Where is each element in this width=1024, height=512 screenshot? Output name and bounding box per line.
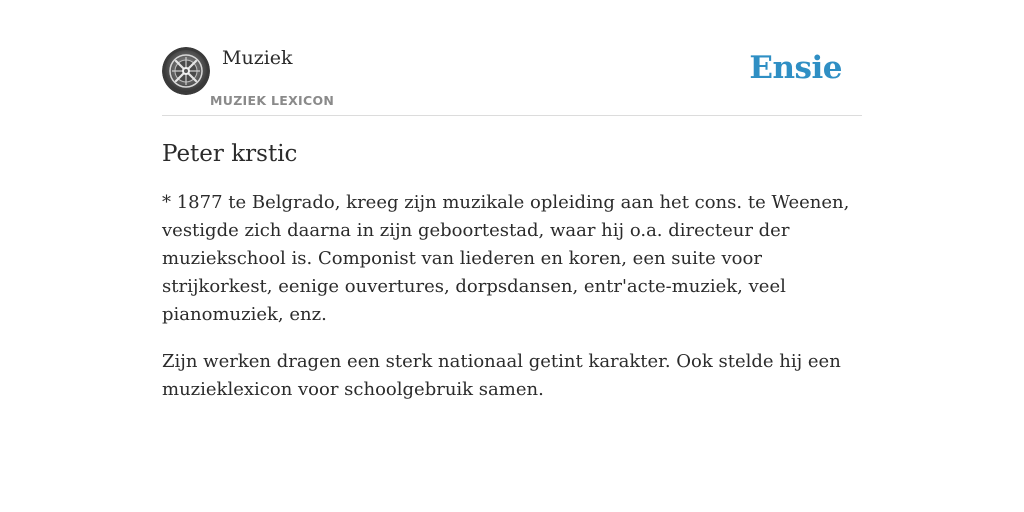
entry-paragraph: * 1877 te Belgrado, kreeg zijn muzikale opleiding aan het cons. te Weenen, vestigde zich daarna in zijn geboortestad, waar hij o.a. directeur der muziekschool is. Componist van liederen en koren, een suite voor strijkorkest, eenige ouvertures, dorpsdansen, entr'acte-muziek, veel pianomuziek, enz. xyxy=(162,192,850,325)
source-label[interactable]: MUZIEK LEXICON xyxy=(210,93,335,108)
category-title[interactable]: Muziek xyxy=(222,47,293,69)
entry-content xyxy=(162,137,862,404)
entry-paragraph: Zijn werken dragen een sterk nationaal getint karakter. Ook stelde hij een muzieklexicon voor schoolgebruik samen. xyxy=(162,351,841,400)
page-header xyxy=(162,40,862,116)
brand-logo[interactable]: Ensie xyxy=(749,50,842,86)
music-emblem-icon[interactable] xyxy=(162,47,210,95)
entry-title: Peter krstic xyxy=(162,141,298,167)
